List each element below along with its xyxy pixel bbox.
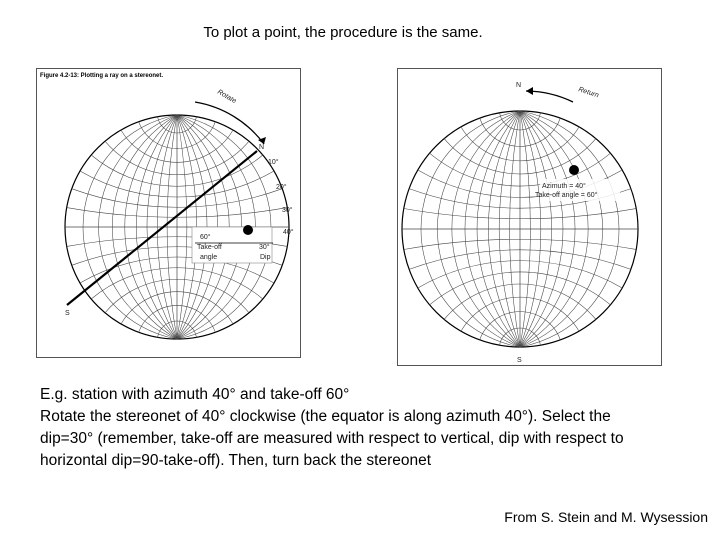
north-label: N: [259, 144, 265, 151]
slide-body: [40, 384, 720, 472]
plotted-point: [243, 225, 253, 235]
angle-30-label: 30°: [259, 244, 270, 251]
rotate-label: Rotate: [216, 88, 238, 106]
tick-label-30: 30°: [282, 207, 293, 214]
south-label-right: S: [517, 357, 522, 364]
slide-title: To plot a point, the procedure is the same.: [203, 24, 483, 41]
right-stereonet-figure: [397, 68, 662, 366]
figure-caption: Figure 4.2-13: Plotting a ray on a stereonet.: [40, 73, 164, 79]
dip-label: Dip: [260, 254, 271, 261]
return-label: Return: [577, 86, 600, 100]
body-line-1: E.g. station with azimuth 40° and take-off 60°: [40, 386, 350, 403]
plotted-point-right: [569, 165, 579, 175]
tick-label-40: 40°: [283, 229, 294, 236]
rotate-arrow: [195, 102, 264, 144]
body-line-3: dip=30° (remember, take-off are measured with respect to vertical, dip with respect to: [40, 430, 624, 447]
credit-text: From S. Stein and M. Wysession: [504, 509, 708, 525]
return-arrowhead: [526, 87, 533, 95]
angle-60-label: 60°: [200, 234, 211, 241]
north-label-right: N: [516, 82, 522, 89]
body-line-2: Rotate the stereonet of 40° clockwise (the equator is along azimuth 40°). Select the: [40, 408, 611, 425]
azimuth-annotation: Azimuth = 40°: [542, 183, 586, 190]
takeoff-label: Take-off: [197, 244, 222, 251]
tick-label-20: 20°: [276, 184, 287, 191]
angle-label: angle: [200, 254, 218, 261]
left-stereonet-figure: [36, 68, 301, 358]
return-arrow: [526, 91, 573, 102]
takeoff-annotation: Take-off angle = 60°: [535, 192, 598, 199]
south-label: S: [65, 310, 70, 317]
body-line-4: horizontal dip=90-take-off). Then, turn back the stereonet: [40, 452, 432, 469]
right-stereonet-grid: [402, 111, 638, 347]
tick-label-10: 10°: [268, 159, 279, 166]
